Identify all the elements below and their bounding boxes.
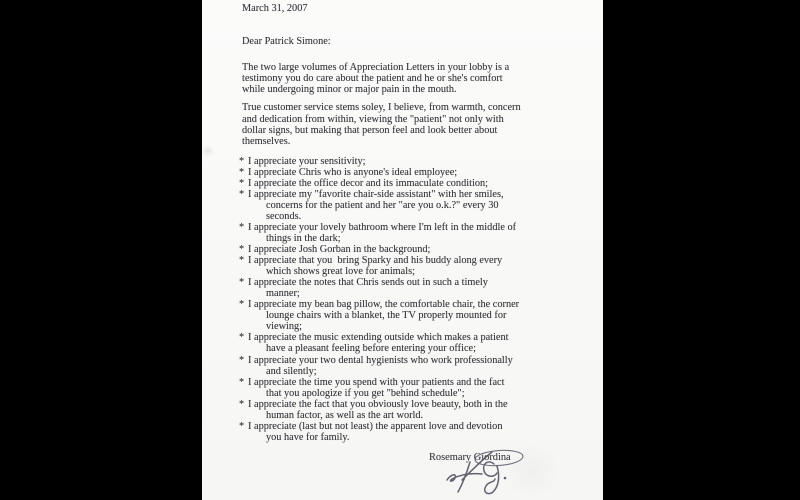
- list-item-label: I appreciate (last but not least) the apparent love and devotion: [248, 420, 503, 432]
- list-item-text: [239, 355, 582, 366]
- list-item-continuation: have a pleasant feeling before entering your office;: [266, 343, 476, 355]
- bullet-marker: *: [239, 221, 245, 233]
- paragraph: [242, 62, 582, 96]
- bullet-marker: *: [239, 354, 245, 366]
- paragraph-line: The two large volumes of Appreciation Letters in your lobby is a: [242, 61, 510, 73]
- list-item-text: [239, 332, 582, 343]
- paragraph-line: dollar signs, but making that person feel and look better about: [242, 125, 498, 137]
- list-item-continuation: you have for family.: [266, 431, 350, 443]
- list-item: [239, 189, 582, 222]
- list-item-text: [239, 189, 582, 200]
- list-item-text: [239, 178, 582, 189]
- list-item-continuation: viewing;: [266, 321, 303, 333]
- paragraph-line: while undergoing minor or major pain in the mouth.: [242, 84, 457, 96]
- list-item-text: [239, 222, 582, 233]
- list-item-text: [239, 299, 582, 310]
- letter-paragraphs: [242, 62, 582, 148]
- list-item-label: I appreciate the music extending outside which makes a patient: [248, 332, 509, 344]
- list-item-text: [239, 156, 582, 167]
- list-item-continuation: and silently;: [266, 365, 317, 377]
- appreciation-list: [239, 156, 582, 443]
- bullet-marker: *: [239, 244, 245, 256]
- paragraph-line: testimony you do care about the patient and he or she's comfort: [242, 72, 503, 84]
- list-item-label: I appreciate the time you spend with your patients and the fact: [248, 376, 505, 388]
- bullet-marker: *: [239, 376, 245, 388]
- bullet-marker: *: [239, 277, 245, 289]
- letter-page: [202, 0, 603, 500]
- paragraph: [242, 102, 582, 147]
- list-item-continuation: that you apologize if you get "behind schedule";: [266, 387, 465, 399]
- list-item-label: I appreciate Chris who is anyone's ideal employee;: [248, 166, 458, 178]
- handwritten-signature: [442, 446, 546, 500]
- list-item-continuation: manner;: [266, 288, 300, 300]
- list-item-label: I appreciate the office decor and its immaculate condition;: [248, 177, 488, 189]
- list-item-continuation: concerns for the patient and her "are you o.k.?" every 30: [266, 199, 499, 211]
- list-item-continuation: human factor, as well as the art world.: [266, 409, 424, 421]
- list-item-label: I appreciate Josh Gorban in the background;: [248, 244, 431, 256]
- paragraph-line: and dedication from within, viewing the "patient" not only with: [242, 113, 504, 125]
- list-item: [239, 244, 582, 255]
- bullet-marker: *: [239, 299, 245, 311]
- list-item-text: [239, 244, 582, 255]
- list-item: [239, 167, 582, 178]
- list-item: [239, 178, 582, 189]
- list-item: [239, 332, 582, 354]
- list-item-continuation: things in the dark;: [266, 233, 341, 244]
- list-item-continuation: lounge chairs with a blanket, the TV properly mounted for: [266, 310, 507, 322]
- list-item-text: [239, 421, 582, 432]
- list-item-text: [239, 277, 582, 288]
- list-item: [239, 355, 582, 377]
- list-item-text: [239, 255, 582, 266]
- bullet-marker: *: [239, 155, 245, 167]
- bullet-marker: *: [239, 177, 245, 189]
- list-item-label: I appreciate your lovely bathroom where I'm left in the middle of: [248, 221, 517, 233]
- list-item-text: [239, 399, 582, 410]
- list-item: [239, 421, 582, 443]
- list-item-text: [239, 167, 582, 178]
- bullet-marker: *: [239, 332, 245, 344]
- letter-body: [239, 3, 582, 443]
- list-item: [239, 277, 582, 299]
- list-item: [239, 299, 582, 332]
- list-item-label: I appreciate my "favorite chair-side assistant" with her smiles,: [248, 188, 504, 200]
- list-item: [239, 156, 582, 167]
- list-item-label: I appreciate that you bring Sparky and his buddy along every: [248, 255, 503, 267]
- letter-date: March 31, 2007: [242, 3, 308, 14]
- list-item: [239, 222, 582, 244]
- list-item-continuation: which shows great love for animals;: [266, 266, 415, 278]
- bullet-marker: *: [239, 420, 245, 432]
- list-item: [239, 377, 582, 399]
- bullet-marker: *: [239, 255, 245, 267]
- list-item-label: I appreciate the fact that you obviously love beauty, both in the: [248, 398, 508, 410]
- list-item-text: [239, 377, 582, 388]
- paragraph-line: True customer service stems soley, I believe, from warmth, concern: [242, 102, 521, 114]
- list-item: [239, 399, 582, 421]
- bullet-marker: *: [239, 398, 245, 410]
- list-item-continuation: seconds.: [266, 210, 302, 222]
- salutation: Dear Patrick Simone:: [242, 36, 331, 48]
- signature-name: Rosemary Giordina: [429, 452, 511, 463]
- bullet-marker: *: [239, 166, 245, 178]
- list-item: [239, 255, 582, 277]
- list-item-label: I appreciate the notes that Chris sends out in such a timely: [248, 277, 488, 289]
- list-item-label: I appreciate your sensitivity;: [248, 155, 366, 167]
- list-item-label: I appreciate my bean bag pillow, the comfortable chair, the corner: [248, 299, 520, 311]
- list-item-label: I appreciate your two dental hygienists who work professionally: [248, 354, 513, 366]
- bullet-marker: *: [239, 188, 245, 200]
- paragraph-line: themselves.: [242, 136, 291, 148]
